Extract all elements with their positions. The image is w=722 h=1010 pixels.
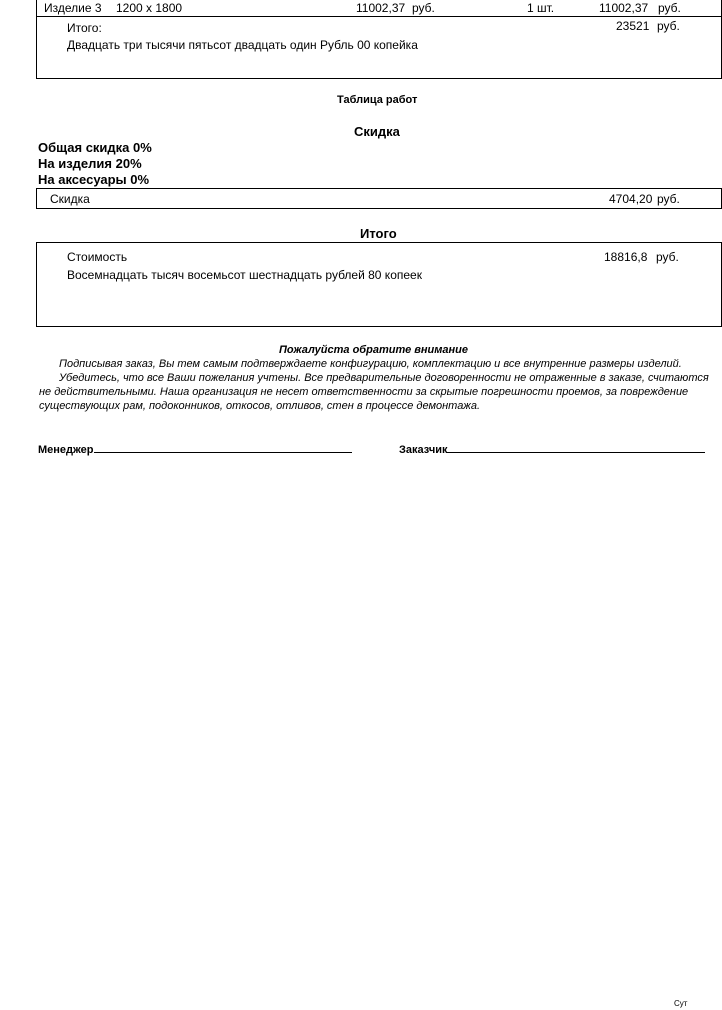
notice-line-2: Убедитесь, что все Ваши пожелания учтены. Все предварительные договоренности не отраженные в заказе, считаются <box>59 372 709 384</box>
discount-products: На изделия 20% <box>38 156 142 171</box>
customer-signature-line <box>447 440 705 453</box>
items-total-in-words: Двадцать три тысячи пятьсот двадцать один Рубль 00 копейка <box>67 38 418 52</box>
notice-line-3: не действительными. Наша организация не несет ответственности за скрытые погрешности проемов, за повреждение <box>39 386 689 398</box>
notice-title: Пожалуйста обратите внимание <box>279 344 468 356</box>
total-cost-in-words: Восемнадцать тысяч восемьсот шестнадцать рублей 80 копеек <box>67 268 422 282</box>
manager-signature-line <box>94 440 352 453</box>
manager-signature <box>38 440 352 456</box>
discount-title: Скидка <box>354 124 400 139</box>
item-total: 11002,37 <box>599 1 649 15</box>
item-quantity: 1 шт. <box>527 1 555 15</box>
discount-row-label: Скидка <box>50 192 90 206</box>
total-title: Итого <box>360 226 397 241</box>
item-unit-price: 11002,37 <box>356 1 406 15</box>
items-total-currency: руб. <box>657 19 680 33</box>
items-total-value: 23521 <box>616 19 650 33</box>
item-name: Изделие 3 <box>44 1 102 15</box>
customer-signature <box>399 440 705 456</box>
discount-row-currency: руб. <box>657 192 680 206</box>
item-unit-price-currency: руб. <box>412 1 435 15</box>
total-cost-currency: руб. <box>656 250 679 264</box>
discount-general: Общая скидка 0% <box>38 140 152 155</box>
works-table-title: Таблица работ <box>337 94 418 106</box>
customer-label: Заказчик <box>399 444 448 456</box>
item-total-currency: руб. <box>658 1 681 15</box>
item-size: 1200 x 1800 <box>116 1 183 15</box>
notice-line-1: Подписывая заказ, Вы тем самым подтверждаете конфигурацию, комплектацию и все внутренние размеры изделий. <box>59 358 682 370</box>
total-cost-label: Стоимость <box>67 250 128 264</box>
items-total-label: Итого: <box>67 21 102 35</box>
discount-accessories: На аксесуары 0% <box>38 172 150 187</box>
total-cost-value: 18816,8 <box>604 250 648 264</box>
notice-line-4: существующих рам, подоконников, откосов, отливов, стен в процессе демонтажа. <box>39 400 481 412</box>
manager-label: Менеджер <box>38 444 94 456</box>
footer-mark: Сут <box>674 999 688 1008</box>
discount-row-value: 4704,20 <box>609 192 653 206</box>
